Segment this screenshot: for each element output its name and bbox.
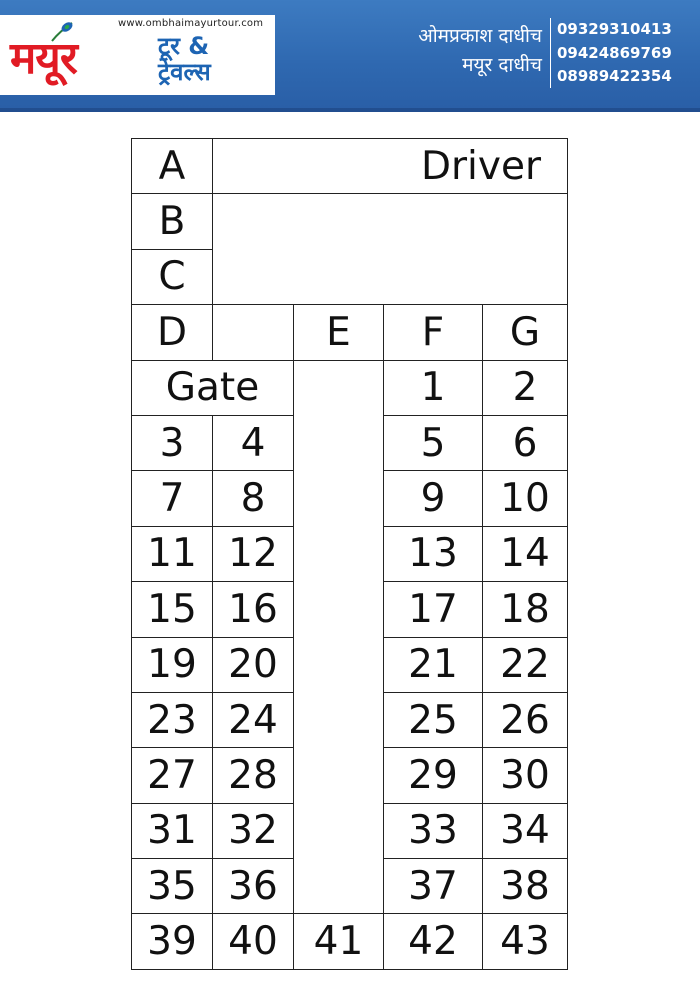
seat: 25	[384, 692, 483, 747]
row-label-d: D	[132, 305, 213, 360]
seat: 11	[132, 526, 213, 581]
seat: 33	[384, 803, 483, 858]
seat: 18	[483, 582, 568, 637]
gate-row	[132, 360, 568, 415]
seat: 26	[483, 692, 568, 747]
owner-names	[418, 22, 542, 80]
website-url: www.ombhaimayurtour.com	[118, 18, 264, 29]
seat: 22	[483, 637, 568, 692]
divider	[550, 18, 551, 88]
seat: 41	[294, 914, 384, 969]
seat: 42	[384, 914, 483, 969]
phone-1: 09329310413	[557, 20, 672, 38]
seat: 36	[213, 859, 294, 914]
seat: 20	[213, 637, 294, 692]
logo-name: मयूर	[10, 33, 77, 84]
driver-cell: Driver	[213, 139, 568, 194]
seat: 19	[132, 637, 213, 692]
header-banner	[0, 0, 700, 112]
row-label-a: A	[132, 139, 213, 194]
logo-tagline	[158, 33, 270, 85]
seat: 13	[384, 526, 483, 581]
seat: 29	[384, 748, 483, 803]
seat: 39	[132, 914, 213, 969]
phone-numbers	[557, 18, 672, 89]
owner-name-2: मयूर दाधीच	[462, 54, 542, 76]
seat: 16	[213, 582, 294, 637]
seat: 3	[132, 415, 213, 470]
blank-cell	[213, 305, 294, 360]
column-label-f: F	[384, 305, 483, 360]
seat: 15	[132, 582, 213, 637]
row-b	[132, 194, 568, 249]
seat: 34	[483, 803, 568, 858]
seat: 31	[132, 803, 213, 858]
seat: 5	[384, 415, 483, 470]
seat: 28	[213, 748, 294, 803]
seat: 12	[213, 526, 294, 581]
seat: 4	[213, 415, 294, 470]
seat: 43	[483, 914, 568, 969]
seat: 40	[213, 914, 294, 969]
row-d	[132, 305, 568, 360]
logo-tagline-line2: ट्रेवल्स	[158, 58, 211, 86]
seat: 30	[483, 748, 568, 803]
aisle	[294, 360, 384, 914]
column-label-g: G	[483, 305, 568, 360]
row-label-b: B	[132, 194, 213, 249]
seating-chart	[131, 138, 568, 970]
seat: 32	[213, 803, 294, 858]
row-a	[132, 139, 568, 194]
seat: 38	[483, 859, 568, 914]
row-label-c: C	[132, 249, 213, 304]
seat: 14	[483, 526, 568, 581]
seat: 7	[132, 471, 213, 526]
column-label-e: E	[294, 305, 384, 360]
seat: 17	[384, 582, 483, 637]
seat: 35	[132, 859, 213, 914]
seat: 8	[213, 471, 294, 526]
cabin-blank-area	[213, 194, 568, 305]
seat: 6	[483, 415, 568, 470]
gate-cell: Gate	[132, 360, 294, 415]
logo	[0, 15, 275, 95]
owner-name-1: ओमप्रकाश दाधीच	[418, 25, 542, 47]
seat: 10	[483, 471, 568, 526]
seat: 37	[384, 859, 483, 914]
logo-tagline-line1: टूर &	[158, 32, 210, 60]
back-row	[132, 914, 568, 969]
seat: 21	[384, 637, 483, 692]
seat: 9	[384, 471, 483, 526]
seat: 23	[132, 692, 213, 747]
seat: 2	[483, 360, 568, 415]
seat: 1	[384, 360, 483, 415]
seat: 24	[213, 692, 294, 747]
seat: 27	[132, 748, 213, 803]
phone-3: 08989422354	[557, 67, 672, 85]
phone-2: 09424869769	[557, 43, 672, 62]
